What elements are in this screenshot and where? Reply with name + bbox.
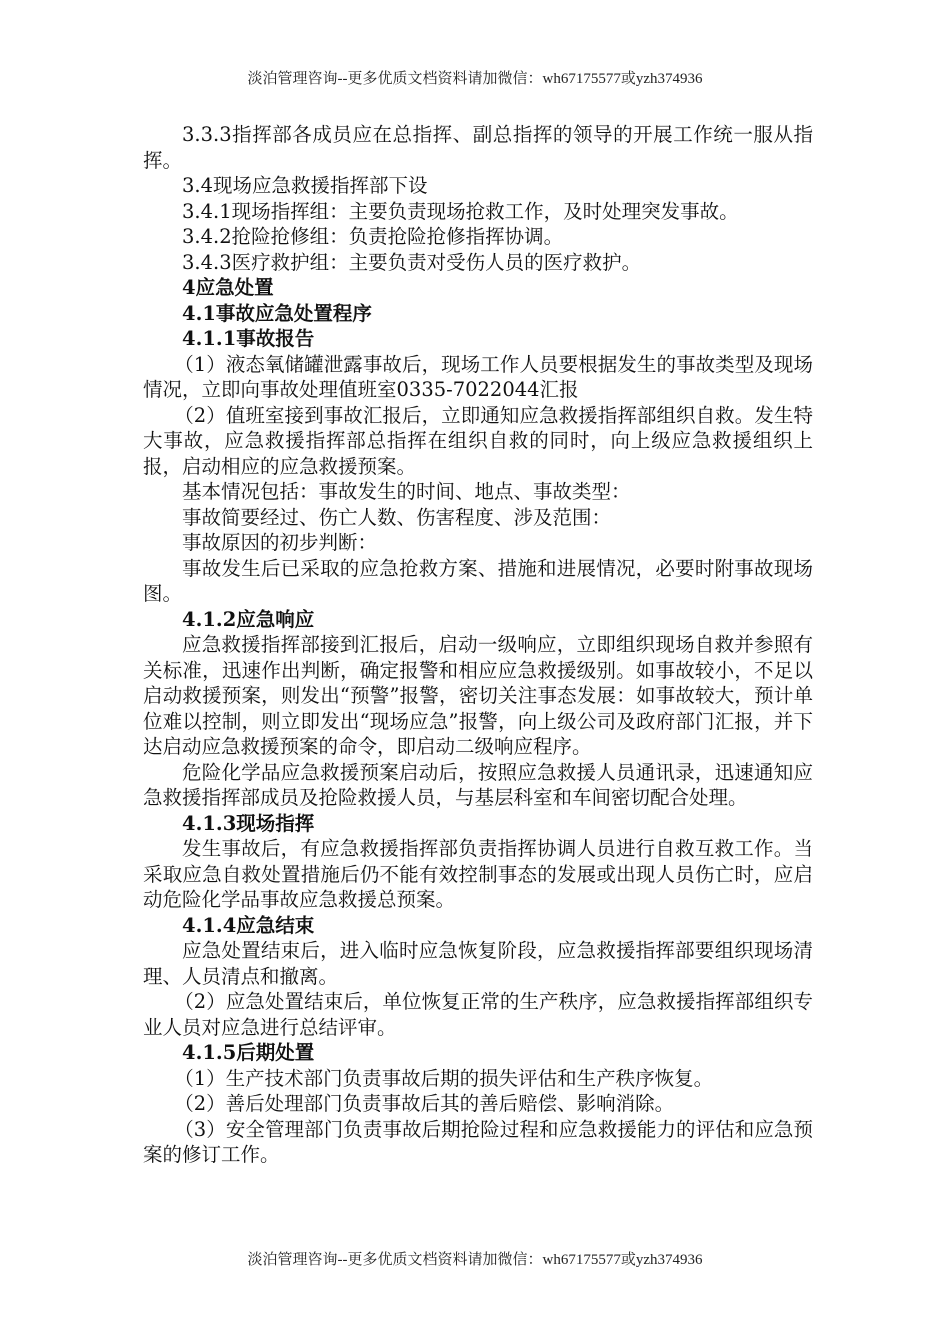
paragraph-end-2: （2）应急处置结束后，单位恢复正常的生产秩序，应急救援指挥部组织专业人员对应急进行总结评审。 bbox=[143, 990, 813, 1039]
paragraph-command: 发生事故后，有应急救援指挥部负责指挥协调人员进行自救互救工作。当采取应急自救处置措施后仍不能有效控制事态的发展或出现人员伤亡时，应启动危险化学品事故应急救援总预案。 bbox=[143, 837, 813, 911]
paragraph-after-3: （3）安全管理部门负责事故后期抢险过程和应急救援能力的评估和应急预案的修订工作。 bbox=[143, 1117, 813, 1166]
heading-4-1-5: 4.1.5后期处置 bbox=[182, 1041, 315, 1064]
paragraph-measures: 事故发生后已采取的应急抢救方案、措施和进展情况，必要时附事故现场图。 bbox=[143, 556, 813, 605]
paragraph-after-2: （2）善后处理部门负责事故后其的善后赔偿、影响消除。 bbox=[174, 1092, 675, 1115]
paragraph-3-4-2: 3.4.2抢险抢修组：负责抢险抢修指挥协调。 bbox=[182, 225, 564, 248]
heading-4-1-4: 4.1.4应急结束 bbox=[182, 913, 315, 937]
heading-4-1-1: 4.1.1事故报告 bbox=[182, 327, 315, 350]
paragraph-3-4-1: 3.4.1现场指挥组：主要负责现场抢救工作，及时处理突发事故。 bbox=[182, 199, 739, 223]
paragraph-response-2: 危险化学品应急救援预案启动后，按照应急救援人员通讯录，迅速通知应急救援指挥部成员及抢险救援人员，与基层科室和车间密切配合处理。 bbox=[143, 760, 813, 809]
paragraph-3-4-3: 3.4.3医疗救护组：主要负责对受伤人员的医疗救护。 bbox=[182, 250, 642, 274]
page-header: 淡泊管理咨询--更多优质文档资料请加微信：wh67175577或yzh374936 bbox=[247, 71, 703, 87]
paragraph-end-1: 应急处置结束后，进入临时应急恢复阶段，应急救援指挥部要组织现场清理、人员清点和撤离。 bbox=[143, 939, 813, 988]
paragraph-after-1: （1）生产技术部门负责事故后期的损失评估和生产秩序恢复。 bbox=[174, 1066, 714, 1090]
document-body bbox=[143, 122, 813, 1168]
heading-4-1-2: 4.1.2应急响应 bbox=[182, 607, 315, 631]
page-footer: 淡泊管理咨询--更多优质文档资料请加微信：wh67175577或yzh374936 bbox=[247, 1252, 703, 1268]
heading-4-1: 4.1事故应急处置程序 bbox=[182, 301, 372, 325]
paragraph-basic-info: 基本情况包括：事故发生的时间、地点、事故类型： bbox=[182, 480, 631, 503]
paragraph-response-1: 应急救援指挥部接到汇报后，启动一级响应，立即组织现场自救并参照有关标准，迅速作出判断，确定报警和相应应急救援级别。如事故较小，不足以启动救援预案，则发出“预警”报警，密切关注事态发展：如事故较大，预计单位难以控制，则立即发出“现场应急”报警，向上级公司及政府部门汇报，并下达启动应急救援预案的命令，即启动二级响应程序。 bbox=[143, 633, 813, 758]
heading-4: 4应急处置 bbox=[182, 276, 274, 299]
paragraph-report-2: （2）值班室接到事故汇报后，立即通知应急救援指挥部组织自救。发生特大事故，应急救援指挥部总指挥在组织自救的同时，向上级应急救援组织上报，启动相应的应急救援预案。 bbox=[143, 403, 813, 478]
paragraph-3-3-3: 3.3.3指挥部各成员应在总指挥、副总指挥的领导的开展工作统一服从指挥。 bbox=[143, 123, 813, 172]
paragraph-cause: 事故原因的初步判断： bbox=[182, 531, 378, 554]
paragraph-report-1: （1）液态氧储罐泄露事故后，现场工作人员要根据发生的事故类型及现场情况，立即向事故处理值班室0335-7022044汇报 bbox=[143, 352, 813, 401]
heading-4-1-3: 4.1.3现场指挥 bbox=[182, 811, 315, 835]
paragraph-brief: 事故简要经过、伤亡人数、伤害程度、涉及范围： bbox=[182, 505, 612, 529]
paragraph-3-4: 3.4现场应急救援指挥部下设 bbox=[182, 174, 428, 197]
